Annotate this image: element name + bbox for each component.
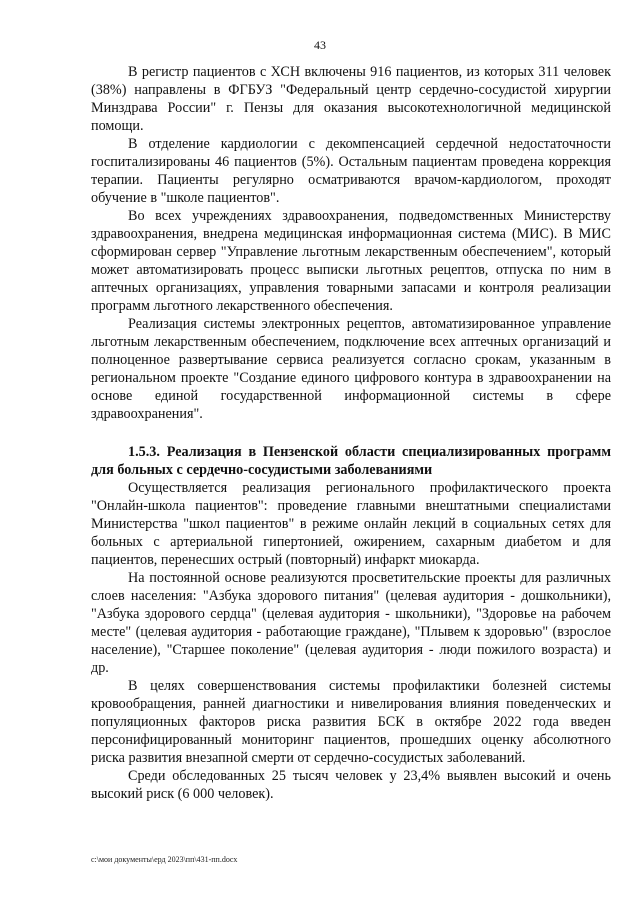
paragraph-educational-projects: На постоянной основе реализуются просветительские проекты для различных слоев населения: "Азбука здорового питания" (целевая аудитория - дошкольники), "Азбука здорового сердца" (целевая аудитория - школьники), "Здоровье на рабочем месте" (целевая аудитория - работающие граждане), "Плывем к здоровью" (взрослое население), "Старшее поколение" (целевая аудитория - люди пожилого возраста) и др.: [91, 570, 611, 676]
section-heading: 1.5.3. Реализация в Пензенской области специализированных программ для больных с сердечно-сосудистыми заболеваниями: [91, 444, 611, 478]
paragraph-hf-registry: В регистр пациентов с ХСН включены 916 пациентов, из которых 311 человек (38%) направлены в ФГБУЗ "Федеральный центр сердечно-сосудистой хирургии Минздрава России" г. Пензы для оказания высокотехнологичной медицинской помощи.: [91, 64, 611, 134]
paragraph-online-school: Осуществляется реализация регионального профилактического проекта "Онлайн-школа пациентов": проведение главными внештатными специалистами Министерства "школ пациентов" в режиме онлайн лекций в социальных сетях для больных с артериальной гипертонией, ожирением, сахарным диабетом и для пациентов, перенесших острый (повторный) инфаркт миокарда.: [91, 480, 611, 568]
paragraph-cardiology-department: В отделение кардиологии с декомпенсацией сердечной недостаточности госпитализированы 46 пациентов (5%). Остальным пациентам проведена коррекция терапии. Пациенты регулярно осматриваются врачом-кардиологом, проходят обучение в "школе пациентов".: [91, 136, 611, 206]
paragraph-electronic-prescriptions: Реализация системы электронных рецептов, автоматизированное управление льготным лекарственным обеспечением, подключение всех аптечных организаций и полноценное развертывание сервиса реализуется согласно срокам, указанным в региональном проекте "Создание единого цифрового контура в здравоохранении на основе единой государственной информационной системы в сфере здравоохранения".: [91, 316, 611, 422]
page-number: 43: [314, 38, 326, 52]
paragraph-mis: Во всех учреждениях здравоохранения, подведомственных Министерству здравоохранения, внедрена медицинская информационная система (МИС). В МИС сформирован сервер "Управление льготным лекарственным обеспечением", который может автоматизировать процесс выписки льготных рецептов, отпуска по ним в аптечных организациях, управления товарными запасами и контроля реализации программ льготного лекарственного обеспечения.: [91, 208, 611, 314]
paragraph-monitoring: В целях совершенствования системы профилактики болезней системы кровообращения, ранней диагностики и нивелирования влияния поведенческих и популяционных факторов риска развития БСК в октябре 2022 года введен персонифицированный мониторинг пациентов, прошедших оценку абсолютного риска развития внезапной смерти от сердечно-сосудистых заболеваний.: [91, 678, 611, 766]
page-body: [91, 63, 611, 803]
paragraph-risk-results: Среди обследованных 25 тысяч человек у 23,4% выявлен высокий и очень высокий риск (6 000 человек).: [91, 768, 611, 802]
footer-file-path: c:\мои документы\ерд 2023\пп\431-пп.docx: [91, 855, 238, 864]
